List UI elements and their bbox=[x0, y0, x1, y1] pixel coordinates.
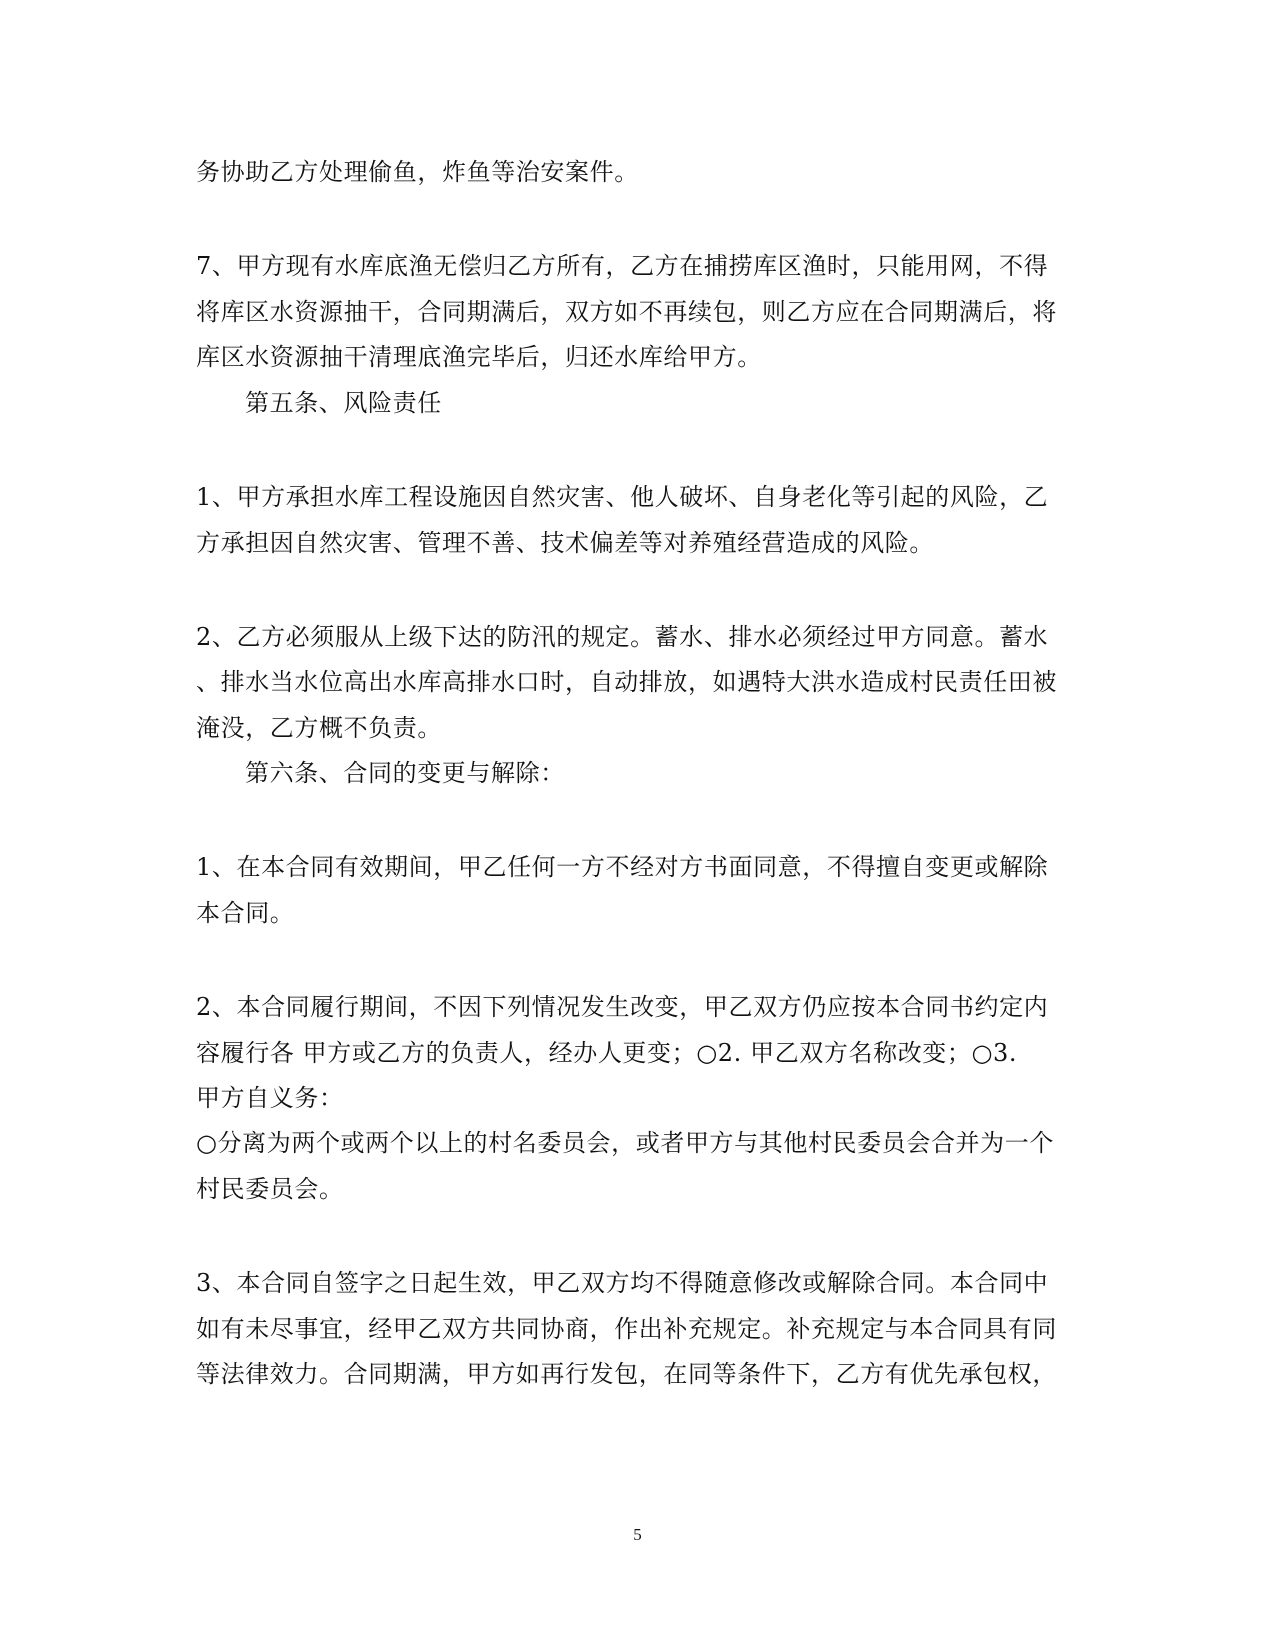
text-line: 等法律效力。合同期满，甲方如再行发包，在同等条件下，乙方有优先承包权， bbox=[196, 1360, 1057, 1388]
text-line: 3、本合同自签字之日起生效，甲乙双方均不得随意修改或解除合同。本合同中 bbox=[196, 1269, 1049, 1297]
text-line: 务协助乙方处理偷鱼，炸鱼等治安案件。 bbox=[196, 158, 639, 186]
text-line: 1、在本合同有效期间，甲乙任何一方不经对方书面同意，不得擅自变更或解除 bbox=[196, 853, 1049, 881]
text-line: 容履行各 甲方或乙方的负责人，经办人更变；○2. 甲乙双方名称改变；○3. bbox=[196, 1039, 1018, 1067]
text-line: ○分离为两个或两个以上的村名委员会，或者甲方与其他村民委员会合并为一个 bbox=[196, 1129, 1054, 1157]
text-line: 淹没，乙方概不负责。 bbox=[196, 714, 442, 742]
text-line: 甲方自义务： bbox=[196, 1084, 344, 1112]
text-line: 、排水当水位高出水库高排水口时，自动排放，如遇特大洪水造成村民责任田被 bbox=[196, 668, 1057, 696]
text-line: 将库区水资源抽干，合同期满后，双方如不再续包，则乙方应在合同期满后，将 bbox=[196, 298, 1057, 326]
section-heading: 第五条、风险责任 bbox=[245, 389, 442, 417]
text-line: 库区水资源抽干清理底渔完毕后，归还水库给甲方。 bbox=[196, 343, 762, 371]
text-line: 1、甲方承担水库工程设施因自然灾害、他人破坏、自身老化等引起的风险，乙 bbox=[196, 483, 1049, 511]
text-line: 本合同。 bbox=[196, 899, 295, 927]
text-line: 7、甲方现有水库底渔无偿归乙方所有，乙方在捕捞库区渔时，只能用网，不得 bbox=[196, 252, 1049, 280]
text-line: 2、本合同履行期间，不因下列情况发生改变，甲乙双方仍应按本合同书约定内 bbox=[196, 993, 1049, 1021]
text-line: 村民委员会。 bbox=[196, 1175, 344, 1203]
text-line: 方承担因自然灾害、管理不善、技术偏差等对养殖经营造成的风险。 bbox=[196, 529, 934, 557]
page-number: 5 bbox=[633, 1525, 642, 1544]
section-heading: 第六条、合同的变更与解除： bbox=[245, 759, 565, 787]
text-line: 如有未尽事宜，经甲乙双方共同协商，作出补充规定。补充规定与本合同具有同 bbox=[196, 1315, 1057, 1343]
text-line: 2、乙方必须服从上级下达的防汛的规定。蓄水、排水必须经过甲方同意。蓄水 bbox=[196, 623, 1049, 651]
